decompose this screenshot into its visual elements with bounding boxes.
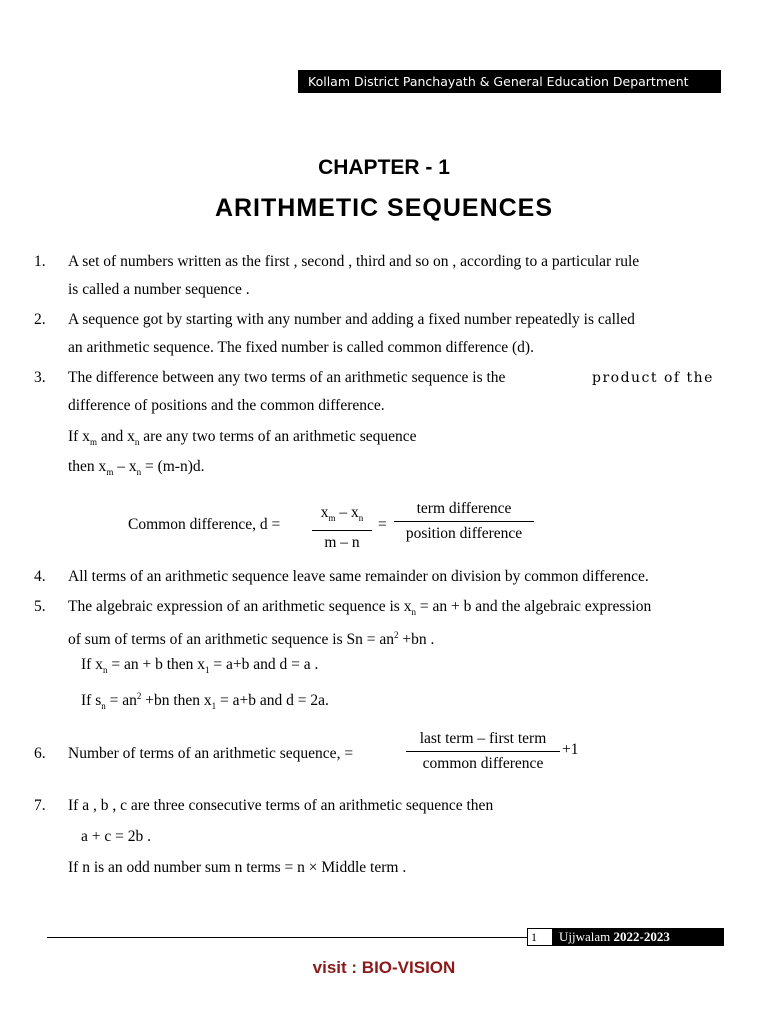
item-3-line-2: difference of positions and the common difference. [68,397,385,414]
item-1-line-2: is called a number sequence . [68,281,250,298]
item-5-line-4: If $s_n = an^2 +bn$ then $x_1 = a+b$ and d = 2a. [81,691,329,711]
common-difference-fraction: $x_m - x_n$ m – n [312,503,372,553]
footer-rule [47,937,527,938]
item-number: 1. [34,253,46,270]
item-number: 3. [34,369,46,386]
item-5-line-3: If $x_n$ = an + b then $x_1 = a+b$ and d = a . [81,656,319,675]
item-2-line-1: A sequence got by starting with any number and adding a fixed number repeatedly is called [68,311,635,328]
item-3-line-4: then $x_m - x_n = (m-n)d$. [68,458,205,477]
chapter-number: CHAPTER - 1 [318,156,450,179]
item-number: 5. [34,598,46,615]
item-7-line-1: If a , b , c are three consecutive terms of an arithmetic sequence then [68,797,494,814]
department-banner: Kollam District Panchayath & General Education Department [298,70,721,93]
item-number: 2. [34,311,46,328]
item-4-text: All terms of an arithmetic sequence leave same remainder on division by common difference. [68,568,649,585]
item-number: 7. [34,797,46,814]
item-3-line-1a: The difference between any two terms of an arithmetic sequence is the [68,369,506,386]
visit-link-text: visit : BIO-VISION [312,958,456,977]
item-number: 6. [34,745,46,762]
item-3-line-3: If $x_m$ and $x_n$ are any two terms of an arithmetic sequence [68,428,417,447]
chapter-title: ARITHMETIC SEQUENCES [214,194,554,222]
item-7-line-2: a + c = 2b . [81,828,151,845]
term-position-fraction: term difference position difference [394,499,534,544]
edition-banner: Ujjwalam 2022-2023 [553,928,724,946]
item-3-line-1b: product of the [592,370,714,386]
plus-one: +1 [562,741,579,758]
equals-sign: = [378,516,387,533]
page-number: 1 [527,928,553,946]
item-1-line-1: A set of numbers written as the first , second , third and so on , according to a particular rule [68,253,640,270]
item-7-line-3: If n is an odd number sum n terms = n × Middle term . [68,859,407,876]
item-6-text: Number of terms of an arithmetic sequence, = [68,745,354,762]
item-2-line-2: an arithmetic sequence. The fixed number is called common difference (d). [68,339,534,356]
common-difference-label: Common difference, d = [128,516,281,533]
number-of-terms-fraction: last term – first term common difference [406,729,560,774]
item-5-line-2: of sum of terms of an arithmetic sequence is $Sn = an^2 +bn$ . [68,630,435,648]
item-5-line-1: The algebraic expression of an arithmetic sequence is $x_n$ = an + b and the algebraic expression [68,598,652,617]
item-number: 4. [34,568,46,585]
